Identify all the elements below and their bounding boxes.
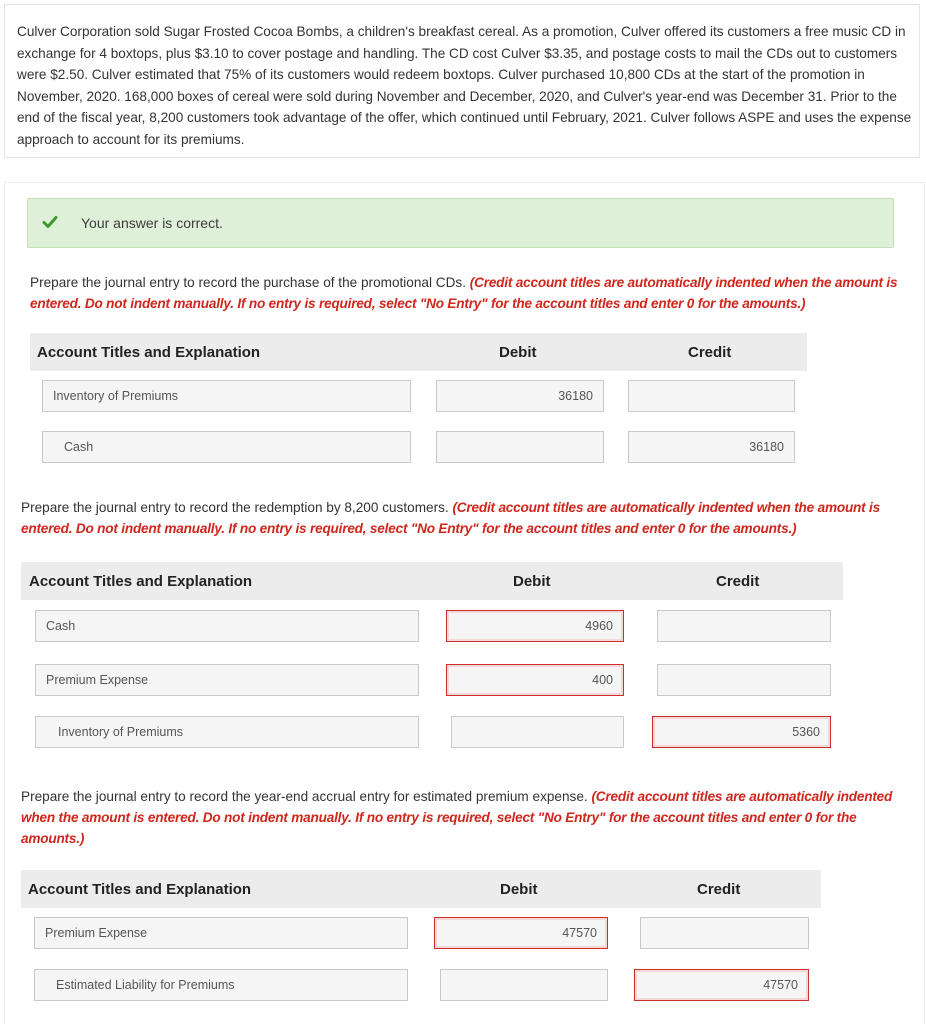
debit-input[interactable]	[436, 431, 604, 463]
feedback-banner	[27, 198, 894, 248]
debit-input[interactable]	[451, 716, 624, 748]
account-title-input[interactable]: Cash	[42, 431, 411, 463]
credit-input[interactable]: 47570	[634, 969, 809, 1001]
section3-table-header	[21, 870, 821, 908]
section3-note: (Credit account titles are automatically indented when the amount is entered. Do not indent manually. If no entry is required, select "No Entry" for the account titles and enter 0 for the amounts.)	[21, 789, 893, 846]
credit-input[interactable]	[657, 664, 831, 696]
account-title-input[interactable]: Estimated Liability for Premiums	[34, 969, 408, 1001]
credit-header: Credit	[716, 573, 760, 590]
account-title-input[interactable]: Inventory of Premiums	[35, 716, 419, 748]
credit-input[interactable]	[657, 610, 831, 642]
check-icon	[42, 214, 58, 230]
account-header: Account Titles and Explanation	[29, 573, 253, 590]
section2-table-header	[21, 562, 843, 600]
problem-panel	[4, 4, 920, 158]
debit-input[interactable]: 36180	[436, 380, 604, 412]
debit-input[interactable]: 4960	[446, 610, 624, 642]
section2-note: (Credit account titles are automatically indented when the amount is entered. Do not indent manually. If no entry is required, select "No Entry" for the account titles and enter 0 for the amounts.)	[21, 500, 880, 536]
section1-instruction-text: Prepare the journal entry to record the purchase of the promotional CDs.	[30, 275, 466, 290]
section1-note: (Credit account titles are automatically indented when the amount is entered. Do not indent manually. If no entry is required, select "No Entry" for the account titles and enter 0 for the amounts.)	[30, 275, 898, 311]
debit-input[interactable]: 47570	[434, 917, 608, 949]
debit-input[interactable]	[440, 969, 608, 1001]
account-header: Account Titles and Explanation	[28, 881, 252, 898]
debit-header: Debit	[513, 573, 551, 590]
credit-header: Credit	[688, 344, 732, 361]
section1-instruction	[30, 272, 900, 314]
account-title-input[interactable]: Cash	[35, 610, 419, 642]
section3-instruction-text: Prepare the journal entry to record the year-end accrual entry for estimated premium expense.	[21, 789, 588, 804]
account-title-input[interactable]: Premium Expense	[34, 917, 408, 949]
section2-instruction	[21, 497, 911, 539]
account-title-input[interactable]: Premium Expense	[35, 664, 419, 696]
debit-header: Debit	[500, 881, 538, 898]
section3-instruction	[21, 786, 901, 849]
section1-table-header	[30, 333, 807, 371]
problem-text: Culver Corporation sold Sugar Frosted Cocoa Bombs, a children's breakfast cereal. As a promotion, Culver offered its customers a free music CD in exchange for 4 boxtops, plus $3.10 to cover postage and handling. The CD cost Culver $3.35, and postage costs to mail the CDs out to customers were $2.50. Culver estimated that 75% of its customers would redeem boxtops. Culver purchased 10,800 CDs at the start of the promotion in November, 2020. 168,000 boxes of cereal were sold during November and December, 2020, and Culver's year-end was December 31. Prior to the end of the fiscal year, 8,200 customers took advantage of the offer, which continued until February, 2021. Culver follows ASPE and uses the expense approach to account for its premiums.	[17, 24, 912, 147]
credit-header: Credit	[697, 881, 741, 898]
credit-input[interactable]: 36180	[628, 431, 795, 463]
account-title-input[interactable]: Inventory of Premiums	[42, 380, 411, 412]
credit-input[interactable]	[640, 917, 809, 949]
section2-instruction-text: Prepare the journal entry to record the redemption by 8,200 customers.	[21, 500, 449, 515]
account-header: Account Titles and Explanation	[37, 344, 261, 361]
credit-input[interactable]	[628, 380, 795, 412]
feedback-message: Your answer is correct.	[81, 215, 223, 231]
debit-header: Debit	[499, 344, 537, 361]
credit-input[interactable]: 5360	[652, 716, 831, 748]
debit-input[interactable]: 400	[446, 664, 624, 696]
